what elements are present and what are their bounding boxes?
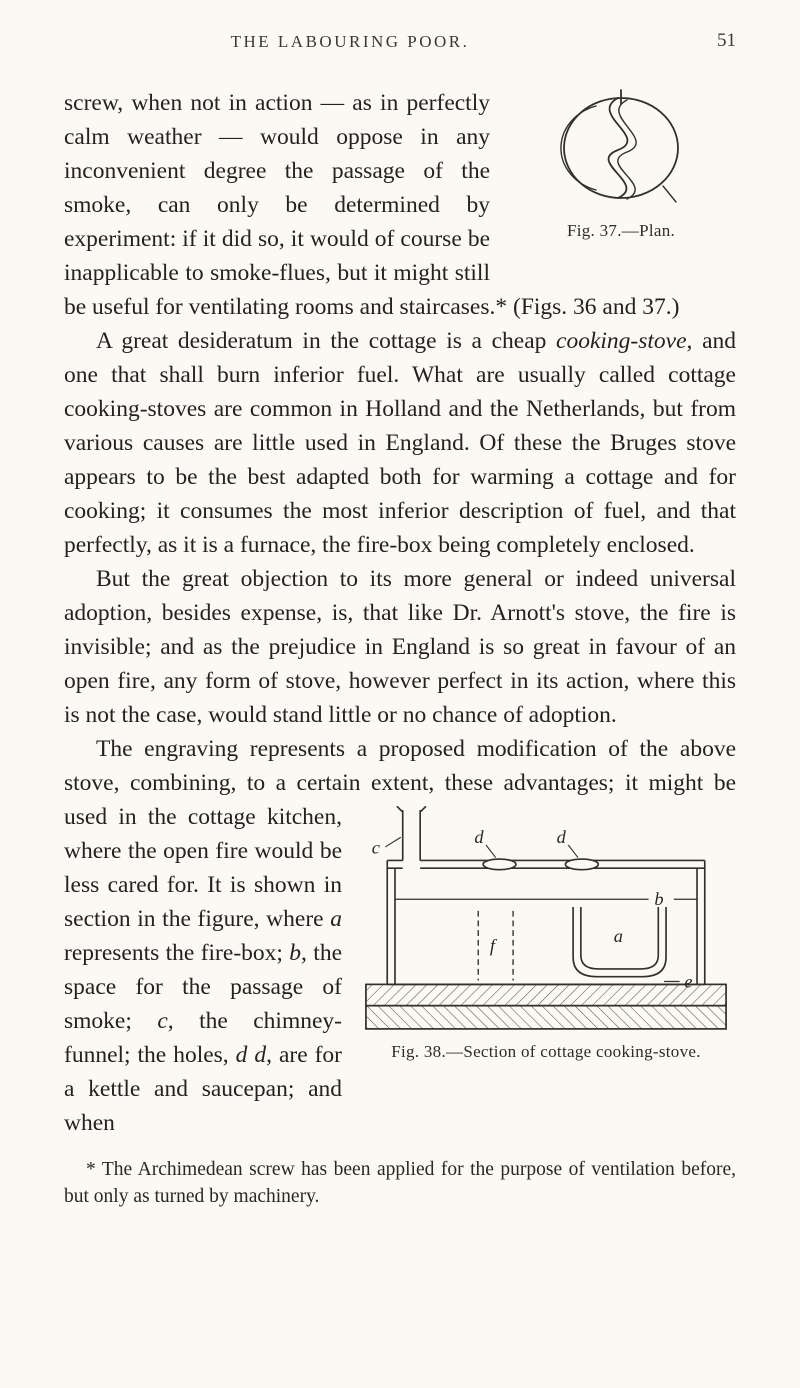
paragraph-3: [64, 562, 736, 732]
fig38-label-f: f: [489, 935, 495, 956]
paragraph-2-text: A great desideratum in the cottage is a cheap cooking-stove, and one that shall burn inferior fuel. What are usually called cottage cooking-stoves are common in Holland and the Netherlands, but from various causes are little used in England. Of these the Bruges stove appears to be the best adapted both for warming a cottage and for cooking; it consumes the most inferior description of fuel, and that perfectly, as it is a furnace, the fire-box being completely enclosed.: [64, 328, 736, 558]
paragraph-4: [64, 732, 736, 1140]
footnote: [64, 1140, 736, 1210]
paragraph-4-text-start: The engraving represents a proposed modification of the above stove, combining, to a certain extent, these advantages;: [64, 736, 736, 796]
foundation-hatch-lower: [366, 1006, 726, 1029]
pot-hole-left: [483, 859, 516, 870]
flue-dashed-lines: [478, 911, 513, 981]
fig38-label-b: b: [654, 889, 664, 910]
paragraph-2: [64, 324, 736, 562]
screw-tail: [663, 186, 676, 202]
stove-top-plate: [387, 860, 705, 868]
page-title: THE LABOURING POOR.: [230, 32, 470, 51]
fig38-label-c: c: [371, 837, 380, 858]
body-text: [64, 86, 736, 1210]
fig38-label-d-right: d: [556, 827, 566, 848]
paragraph-1: [64, 86, 736, 324]
page-number: 51: [717, 30, 736, 51]
chimney-funnel: [397, 806, 426, 860]
figure-37-inner: [506, 88, 736, 242]
figure-38-caption: Fig. 38.—Section of cottage cooking-stove.: [391, 1042, 701, 1061]
screw-blade-curve: [609, 98, 628, 198]
figure-37-caption: Fig. 37.—Plan.: [566, 221, 676, 240]
archimedean-screw-plan-illustration: [546, 88, 696, 214]
paragraph-4-text-continued: it might be used in the cottage kitchen, where the open fire would be less cared for. It is shown in section in the figure, where a represents the fire-box; b, the space for the passage of smoke; c, the chimney-funnel; the holes, d d, are for a kettle and saucepan; and when: [64, 770, 736, 1136]
footnote-text: * The Archimedean screw has been applied for the purpose of ventilation before, but only as turned by machinery.: [64, 1159, 736, 1207]
paragraph-3-text: But the great objection to its more general or indeed universal adoption, besides expense, is, that like Dr. Arnott's stove, the fire is invisible; and as the prejudice in England is so great in favour of an open fire, any form of stove, however perfect in its action, where this is not the case, would stand little or no chance of adoption.: [64, 566, 736, 728]
paragraph-1-text: screw, when not in action — as in perfectly calm weather — would oppose in any inconvenient degree the passage of the smoke, can only be determined by experiment: if it did so, it would of course be inapplicable to smoke-flues, but it might still be useful for ventilating rooms and staircases.* (Figs. 36 and 37.): [64, 90, 680, 320]
figure-38: [356, 806, 736, 1063]
screw-inner-ring-arc: [561, 106, 596, 190]
foundation-hatch-upper: [366, 984, 726, 1005]
running-head: [64, 30, 736, 60]
fig38-label-d-left: d: [474, 827, 484, 848]
stove-section-illustration: [364, 806, 728, 1035]
figure-37: [506, 88, 736, 242]
pot-hole-right: [565, 859, 598, 870]
fig38-label-e: e: [684, 971, 693, 992]
fig38-label-a: a: [613, 925, 623, 946]
stove-walls: [387, 860, 705, 984]
